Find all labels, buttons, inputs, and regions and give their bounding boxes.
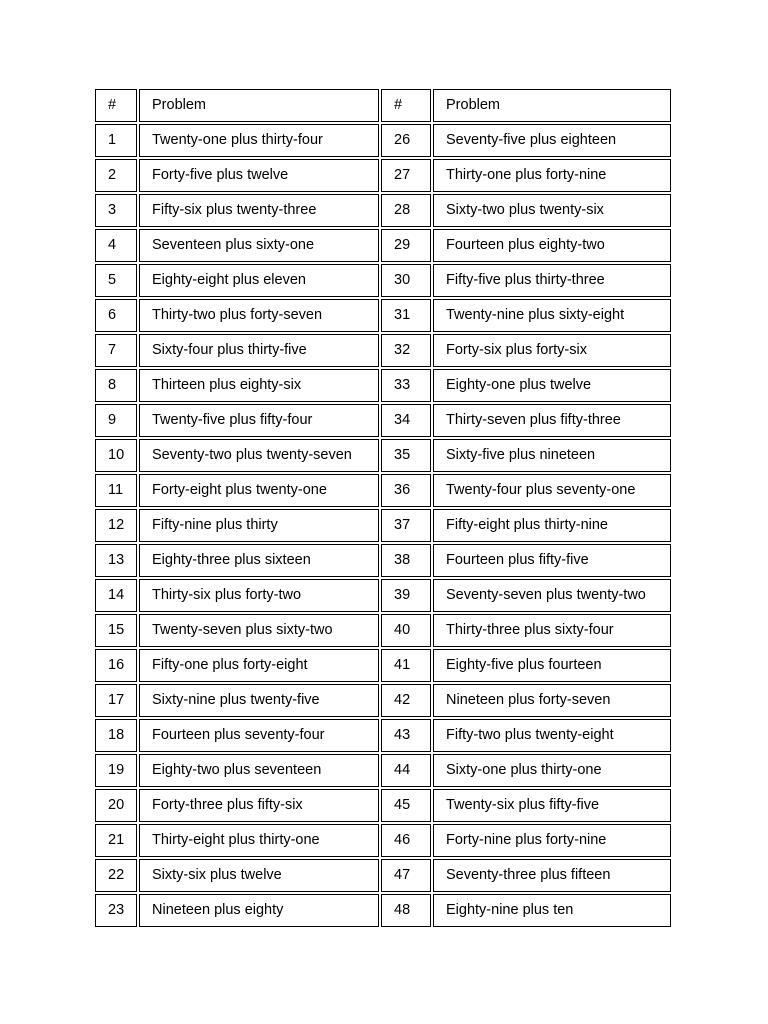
row-problem-left: Twenty-one plus thirty-four [139,124,379,157]
row-number-left: 5 [95,264,137,297]
row-number-right: 33 [381,369,431,402]
row-number-right: 44 [381,754,431,787]
table-row [95,684,672,719]
row-problem-left: Thirty-eight plus thirty-one [139,824,379,857]
table-row [95,159,672,194]
row-problem-right: Thirty-three plus sixty-four [433,614,671,647]
table-row [95,229,672,264]
row-problem-left: Nineteen plus eighty [139,894,379,927]
row-number-left: 9 [95,404,137,437]
row-problem-right: Forty-six plus forty-six [433,334,671,367]
row-number-left: 3 [95,194,137,227]
row-number-left: 11 [95,474,137,507]
row-number-right: 47 [381,859,431,892]
row-number-left: 22 [95,859,137,892]
table-row [95,649,672,684]
row-problem-right: Fifty-eight plus thirty-nine [433,509,671,542]
row-problem-right: Fifty-two plus twenty-eight [433,719,671,752]
row-problem-right: Sixty-one plus thirty-one [433,754,671,787]
table-header-row [95,89,672,124]
table-row [95,474,672,509]
row-problem-left: Thirteen plus eighty-six [139,369,379,402]
row-problem-right: Thirty-seven plus fifty-three [433,404,671,437]
header-number-right: # [381,89,431,122]
row-number-right: 42 [381,684,431,717]
row-problem-left: Forty-five plus twelve [139,159,379,192]
row-problem-left: Eighty-three plus sixteen [139,544,379,577]
row-number-left: 6 [95,299,137,332]
header-problem-right: Problem [433,89,671,122]
row-problem-left: Eighty-eight plus eleven [139,264,379,297]
row-number-left: 1 [95,124,137,157]
row-problem-right: Thirty-one plus forty-nine [433,159,671,192]
row-problem-right: Nineteen plus forty-seven [433,684,671,717]
row-problem-right: Fourteen plus fifty-five [433,544,671,577]
row-number-left: 21 [95,824,137,857]
row-number-left: 8 [95,369,137,402]
table-row [95,369,672,404]
table-row [95,754,672,789]
row-problem-right: Fifty-five plus thirty-three [433,264,671,297]
row-number-right: 35 [381,439,431,472]
row-number-right: 43 [381,719,431,752]
row-problem-left: Twenty-five plus fifty-four [139,404,379,437]
row-problem-right: Fourteen plus eighty-two [433,229,671,262]
row-problem-left: Thirty-six plus forty-two [139,579,379,612]
row-problem-left: Forty-eight plus twenty-one [139,474,379,507]
row-problem-left: Sixty-nine plus twenty-five [139,684,379,717]
row-number-right: 48 [381,894,431,927]
row-problem-right: Sixty-two plus twenty-six [433,194,671,227]
row-problem-right: Twenty-four plus seventy-one [433,474,671,507]
table-row [95,194,672,229]
table-row [95,299,672,334]
row-problem-right: Twenty-six plus fifty-five [433,789,671,822]
row-number-left: 19 [95,754,137,787]
row-number-left: 2 [95,159,137,192]
row-number-left: 4 [95,229,137,262]
row-problem-left: Fifty-nine plus thirty [139,509,379,542]
row-number-right: 29 [381,229,431,262]
row-problem-left: Forty-three plus fifty-six [139,789,379,822]
row-problem-left: Fifty-one plus forty-eight [139,649,379,682]
row-number-left: 16 [95,649,137,682]
row-problem-right: Seventy-seven plus twenty-two [433,579,671,612]
row-number-right: 27 [381,159,431,192]
row-problem-right: Eighty-nine plus ten [433,894,671,927]
row-number-left: 15 [95,614,137,647]
row-number-right: 31 [381,299,431,332]
row-number-right: 39 [381,579,431,612]
table-row [95,824,672,859]
row-problem-left: Sixty-four plus thirty-five [139,334,379,367]
table-row [95,719,672,754]
row-number-right: 45 [381,789,431,822]
row-number-right: 28 [381,194,431,227]
row-number-right: 40 [381,614,431,647]
row-number-left: 17 [95,684,137,717]
row-number-right: 41 [381,649,431,682]
row-problem-left: Twenty-seven plus sixty-two [139,614,379,647]
table-row [95,579,672,614]
row-number-left: 18 [95,719,137,752]
row-number-right: 30 [381,264,431,297]
row-number-right: 46 [381,824,431,857]
row-number-right: 38 [381,544,431,577]
row-problem-right: Seventy-three plus fifteen [433,859,671,892]
row-problem-left: Thirty-two plus forty-seven [139,299,379,332]
header-number-left: # [95,89,137,122]
problem-table [95,89,672,929]
table-row [95,439,672,474]
row-number-right: 34 [381,404,431,437]
row-number-right: 26 [381,124,431,157]
table-body [95,124,672,929]
row-number-left: 7 [95,334,137,367]
row-problem-right: Eighty-five plus fourteen [433,649,671,682]
table-row [95,264,672,299]
row-problem-right: Sixty-five plus nineteen [433,439,671,472]
row-problem-left: Fifty-six plus twenty-three [139,194,379,227]
table-row [95,404,672,439]
row-number-right: 36 [381,474,431,507]
row-number-left: 10 [95,439,137,472]
table-row [95,124,672,159]
row-problem-left: Sixty-six plus twelve [139,859,379,892]
header-problem-left: Problem [139,89,379,122]
row-number-right: 32 [381,334,431,367]
table-row [95,859,672,894]
row-number-left: 12 [95,509,137,542]
row-number-left: 20 [95,789,137,822]
row-problem-right: Forty-nine plus forty-nine [433,824,671,857]
row-number-left: 23 [95,894,137,927]
table-row [95,544,672,579]
table-row [95,789,672,824]
row-problem-left: Eighty-two plus seventeen [139,754,379,787]
row-number-right: 37 [381,509,431,542]
row-problem-right: Eighty-one plus twelve [433,369,671,402]
row-problem-left: Fourteen plus seventy-four [139,719,379,752]
table-row [95,614,672,649]
table-row [95,509,672,544]
table-row [95,894,672,929]
row-number-left: 13 [95,544,137,577]
row-problem-left: Seventy-two plus twenty-seven [139,439,379,472]
row-number-left: 14 [95,579,137,612]
row-problem-right: Twenty-nine plus sixty-eight [433,299,671,332]
table-row [95,334,672,369]
row-problem-right: Seventy-five plus eighteen [433,124,671,157]
row-problem-left: Seventeen plus sixty-one [139,229,379,262]
